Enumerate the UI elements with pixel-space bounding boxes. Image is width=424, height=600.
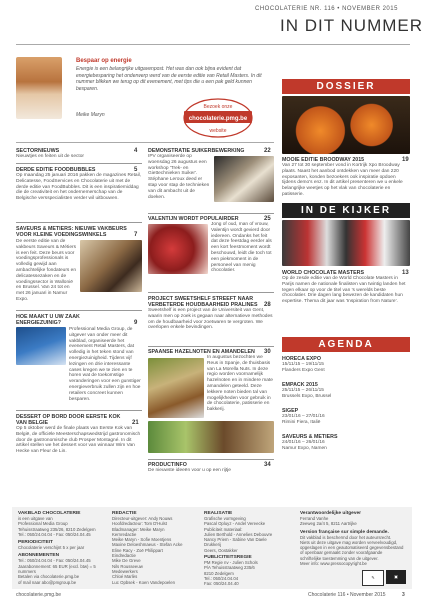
article-page: 7 [134, 232, 138, 238]
article-title: HOE MAAKT U UW ZAAK ENERGIEZUINIG? [16, 314, 80, 326]
colophon-line: 8210 Zedelgem [204, 570, 234, 576]
article-sectornieuws[interactable] [16, 148, 142, 160]
colophon-line: is een uitgave van [18, 516, 53, 521]
colophon-line: Publiciteit materiaal: [204, 526, 243, 532]
issue-line: CHOCOLATERIE NR. 116 • NOVEMBER 2015 [255, 6, 398, 12]
colophon-col-3 [204, 511, 294, 587]
article-title: SAVEURS & METIERS: NIEUWE VAKBEURS VOOR KLEINE VOEDINGSWINKELS [16, 226, 127, 238]
colophon-line: Bladmanager: Meike Maryn [112, 526, 165, 532]
colophon-line: Chloé Marlès [112, 574, 138, 580]
agenda-venue: Brussels Expo, Brussel [282, 393, 332, 399]
article-page: 4 [134, 148, 138, 154]
stamp-top: Bezoek onze [203, 104, 233, 110]
colophon-line: Tel.: 050/24.04.04 - Fax: 050/24.04.45 [18, 558, 91, 564]
agenda-venue: Rimini Fiera, Italië [282, 419, 321, 425]
article-image [148, 358, 204, 418]
article-valentijn[interactable] [148, 216, 274, 274]
agenda-title: SAVEURS & METIERS [282, 434, 338, 440]
colophon-col-1 [18, 511, 108, 585]
article-text: In augustus bezochten we Reus in Spanje, de thuisbasis van La Morella Nuts. In deze regio worden voornamelijk hazelnoten en in mindere mate amandelen geteeld. Deze lekkere noten bieden tal van mogelijkheden voor gebruik in de chocolaterie, patisserie en bakkerij. [207, 355, 273, 413]
colophon-heading: Version française sur simple demande. [300, 529, 389, 535]
colophon-line: schriftelijke toestemming van de uitgever. [300, 555, 379, 561]
colophon-line: Fax: 050/24.04.40 [204, 581, 239, 587]
article-title: DESSERT OP BORD DOOR EERSTE KOK VAN BELGIE [16, 414, 121, 426]
colophon-heading: VAKBLAD CHOCOLATERIE [18, 511, 81, 516]
page-footer-issue: Chocolaterie 116 • November 2015 [308, 592, 386, 598]
agenda-title: HORECA EXPO [282, 356, 321, 362]
article-text: Jong of oud, man of vrouw, Valentijn wordt gevierd door iedereen. Ondanks het feit dat deze feestdag eerder als een kort feestmoment wordt beschouwd, leidt die toch tot een piekmoment in de personeel van menig chocolatier. [211, 222, 272, 274]
article-hazelnoten[interactable] [148, 349, 274, 413]
article-saveurs[interactable] [16, 226, 142, 303]
intro-text: Energie is een belangrijke uitgavenpost. Het was dan ook bijna evident dat energiebesparing het onderwerp werd van de eerste editie van Retail Masters. In dit nummer blikken we terug op dit evenement, met tips die u een pak geld kunnen besparen. [76, 66, 262, 92]
colophon-line: Eindredactie [112, 553, 136, 559]
article-text: Op 5 oktober werd de finale plaats van Eerste Kok van België, de officiële Meesterschapswedstrijd gastronomisch door de gastronomische club Prosper Montagné. In dit artikel stellen we het dessert voor van winnaar Wim Van Hecke van Fleur de Lin. [16, 426, 141, 455]
article-title: DERDE EDITIE FOODBUBBLES [16, 167, 96, 173]
intro-divider [16, 142, 274, 143]
kijker-banner: IN DE KIJKER [282, 203, 410, 218]
article-title: PROJECT SWEETSHELF STREEFT NAAR VERBETERDE HOUDBAARHEID PRALINES [148, 296, 258, 308]
colophon-line: Luc Opbsek - Koen Vandepoelen [112, 579, 175, 585]
colophon-line: Geers, Oostakker [204, 547, 238, 553]
article-sweetshelf[interactable] [148, 296, 274, 331]
colophon-line: Grafische vormgeving [204, 516, 246, 521]
colophon-heading: ABONNEMENTEN [18, 553, 60, 559]
article-divider [16, 163, 142, 164]
article-title: VALENTIJN WORDT POPULAIRDER [148, 216, 239, 222]
colophon-line: Tehuisstraatweg 235/26, 8210 Zedelgem [18, 526, 96, 532]
agenda-item[interactable] [282, 408, 410, 426]
colophon-heading: PUBLICITEITSREGIE [204, 555, 252, 561]
article-title: SECTORNIEUWS [16, 148, 60, 154]
article-divider [148, 459, 274, 460]
page-title: IN DIT NUMMER [280, 16, 424, 35]
agenda-title: SIGEP [282, 408, 299, 414]
article-divider [16, 410, 142, 411]
kijker-image [282, 220, 410, 266]
colophon-line: Dit vakblad is beschermd door het auteursrecht. [300, 534, 392, 540]
agenda-item[interactable] [282, 356, 410, 374]
agenda-venue: Namur Expo, Namen [282, 445, 327, 451]
colophon-col-2 [112, 511, 202, 585]
article-page: 21 [132, 420, 139, 426]
colophon-line: of openbaar gemaakt zonder voorafgaande [300, 550, 383, 556]
intro-signature: Meike Maryn [76, 112, 105, 118]
colophon-line: Maxine Deloeshmaeus - Stefan Acke [112, 542, 183, 548]
article-dessert[interactable] [16, 414, 142, 455]
colophon-line: of mail naar abo@pmgroup.be [18, 579, 77, 585]
colophon-line: Meer info: www.pressocopyright.be [300, 561, 367, 567]
colophon-line: PM Regie nv - Julien Schols [204, 560, 258, 566]
colophon-line: Mike De Greve [112, 558, 141, 564]
colophon-line: Nancy Priem - Sabine Van Daele [204, 537, 267, 543]
website-stamp[interactable] [181, 96, 255, 140]
article-divider [16, 310, 142, 311]
dossier-image [282, 96, 410, 154]
dossier-article[interactable] [282, 157, 410, 198]
agenda-title: EMPACK 2015 [282, 382, 318, 388]
colophon-heading: Verantwoordelijke uitgever [300, 511, 362, 516]
dossier-text: Van 27 tot 30 september vond in Kortrijk Xpo Broodway plaats. Naast het aanbod ontdekken van meer dan 220 exposanten, konden bezoekers ook inspiratie opdoen tijdens demo's enz. In dit artikel presenteren we u enkele belangrijke weetjes op het vlak van chocolaterie en patisserie. [282, 163, 403, 197]
article-divider [148, 292, 274, 293]
colophon-line: Hoofdredacteur: Tom D'Hulst [112, 521, 167, 527]
intro-heading: Bespaar op energie [76, 58, 132, 64]
page-number: 3 [402, 592, 405, 598]
kijker-article[interactable] [282, 270, 410, 305]
colophon-line: Meike Maryn - Sofie Moentjens [112, 537, 172, 543]
colophon-line: Ferrand Vanhe [300, 516, 329, 521]
colophon-line: Tel.: 050/24.04.04 - Fax: 050/24.04.45 [18, 531, 91, 537]
article-text: Op maandag 25 januari 2016 pakken de magazines Retail, Delicatesse, FoodServices en Chocolaterie uit met de derde editie van FoodBubbles. Dit is een inspiratiemiddag die de creativiteit en het ondernemerschap van de Belgische versspecialisten verder wil uitbouwen. [16, 173, 142, 202]
article-page: 9 [134, 320, 138, 326]
colophon-heading: PERIODICITEIT [18, 540, 53, 546]
colophon-line: Betalen via chocolaterie.pmg.be [18, 574, 80, 580]
colophon-line: Kernredactie [112, 531, 137, 537]
dossier-title: MOOIE EDITIE BROODWAY 2015 [282, 157, 365, 163]
article-title: PRODUCTINFO [148, 462, 187, 468]
agenda-item[interactable] [282, 434, 410, 452]
dossier-page: 19 [402, 157, 409, 163]
press-logo-icon: ✎ [362, 570, 384, 586]
article-image [148, 224, 208, 274]
colophon-heading: REALISATIE [204, 511, 233, 516]
agenda-date: 15/11/15 – 19/11/15 [282, 362, 324, 367]
kijker-page: 13 [402, 270, 409, 276]
article-image [16, 327, 66, 365]
article-energiezuinig[interactable] [16, 314, 142, 402]
colophon-line: Drukkerij [204, 542, 221, 548]
article-text: De eerste editie van de vakbeurs Saveurs & Métiers is een feit. Deze beurs voor voedingsprofessionals is volledig gewijd aan ambachtelijke fondateurs en delicatessezaken en de voedingssector in Wallonië en Brussel. Van 24 tot en met 26 januari in Namur Expo. [16, 239, 76, 302]
article-productinfo[interactable] [148, 462, 274, 474]
article-page: 34 [264, 462, 271, 468]
colophon-line: Eline Racy - Zoë Philippart [112, 547, 163, 553]
colophon-line: Directeur-uitgever: Andy Nouws [112, 516, 173, 521]
colophon-line: Professional Media Group [18, 521, 68, 527]
agenda-date: 25/11/15 – 26/11/15 [282, 388, 324, 393]
article-divider [148, 346, 274, 347]
stamp-url: chocolaterie.pmg.be [188, 116, 248, 122]
article-suikerbewerking[interactable] [148, 148, 274, 200]
agenda-date: 23/01/16 – 27/01/16 [282, 414, 325, 419]
colophon-line: Tel.: 050/24.04.04 [204, 575, 239, 581]
colophon-line: Jaarabonnement: 65 EUR (excl. btw) = 5 nummers [18, 563, 96, 575]
colophon-line: opgeslagen in een geautomatiseerd gegevensbestand [300, 545, 404, 551]
article-title: DEMONSTRATIE SUIKERBEWERKING [148, 148, 245, 154]
article-title: SPAANSE HAZELNOTEN EN AMANDELEN [148, 349, 255, 355]
stamp-bottom: website [209, 128, 227, 134]
article-foodbubbles[interactable] [16, 167, 142, 202]
article-page: 25 [264, 216, 271, 222]
article-text: Nieuwtjes en feiten uit de sector [16, 154, 84, 159]
website-link[interactable]: chocolaterie.pmg.be [16, 592, 62, 598]
colophon-line: Julien Berthold - Annelies Debouvre [204, 531, 273, 537]
header-divider [16, 44, 410, 45]
colophon-line: Chocolaterie verschijnt 5 x per jaar [18, 545, 85, 551]
article-image-2 [148, 421, 274, 453]
colophon-line: Niets uit deze uitgave mag worden verveelvoudigd, [300, 539, 398, 545]
article-text: IPV organiseerde op woensdag 26 augustus een workshop 'Trek- en Giettechnieken Suiker'. Stéphane Leroux deed er stap voor stap de technieken van dit ambacht uit de doeken. [148, 154, 210, 200]
article-page: 22 [264, 148, 271, 154]
article-text: De nieuwste ideeën voor u op een rijtje [148, 468, 231, 473]
article-page: 28 [264, 302, 271, 308]
agenda-venue: Flanders Expo Gent [282, 367, 325, 373]
article-image [214, 156, 274, 202]
article-divider [148, 213, 274, 214]
article-page: 30 [264, 349, 271, 355]
kijker-title: WORLD CHOCOLATE MASTERS [282, 270, 364, 276]
colophon-heading: REDACTIE [112, 511, 137, 516]
dossier-banner: DOSSIER [282, 79, 410, 94]
member-logo-icon: ▣ [386, 570, 406, 584]
editor-photo [16, 57, 62, 119]
colophon-col-4 [300, 511, 408, 566]
agenda-item[interactable] [282, 382, 410, 400]
article-page: 5 [134, 167, 138, 173]
colophon-line: Zeeweg 2a/4 5, 8211 Aartrijke [300, 521, 357, 527]
colophon-line: Pascal Opluyz - Andel Vereecke [204, 521, 266, 527]
colophon-line: Nils Rousseeuw [112, 563, 143, 569]
article-text: Sweetshelf is een project van de Universiteit van Gent, waarin men op zoek is gegaan naar alternatieve methodes om de houdbaarheid voor zoetwaren te vergroten. We overlopen enkele bevindingen. [148, 308, 273, 331]
colophon-line: P/A Tehuisstraatweg 235/6 [204, 565, 255, 571]
kijker-text: Op de zesde editie van de World Chocolate Masters in Parijs namen de nationale finalisten van twintig landen het tegen elkaar op voor de titel van 's werelds beste chocolatier. Drie dagen lang bewezen de kandidaten hun expertise. Thema dit jaar was 'Inspiration from Nature'. [282, 276, 406, 305]
colophon-line: Medewerkers [112, 568, 138, 574]
agenda-banner: AGENDA [282, 337, 410, 352]
article-text: Professional Media Group, de uitgever van onder meer dit vakblad, organiseerde het evenement Retail Masters, dat volledig in het teken stond van energiezuinigheid. Tijdens vijf lezingen en drie interessante cases kregen we te zien en te horen wat de toekomstige veranderingen voor een gunstiger energieverbruik zullen zijn en hoe retailers concreet kunnen besparen. [69, 327, 141, 402]
article-image [80, 240, 142, 292]
agenda-date: 24/01/16 – 26/01/16 [282, 440, 325, 445]
article-divider [16, 222, 142, 223]
